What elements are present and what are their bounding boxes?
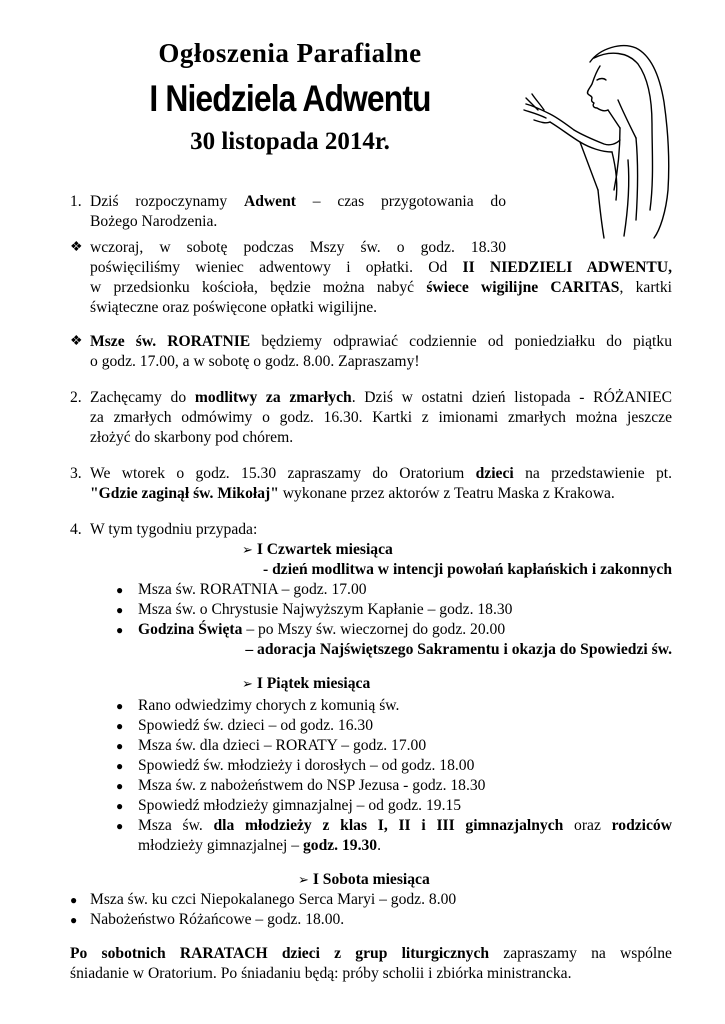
diamond-bullet-icon: ❖ — [70, 334, 83, 349]
friday-heading: ➢ I Piątek miesiąca — [242, 675, 371, 692]
list-item: ● Rano odwiedzimy chorych z komunią św. — [116, 697, 400, 714]
praying-figure-illustration — [520, 40, 680, 240]
thursday-heading: ➢ I Czwartek miesiąca — [242, 541, 393, 558]
list-item: ● Msza św. z nabożeństwem do NSP Jezusa - godz. 18.30 — [116, 777, 486, 794]
diamond-bullet-icon: ❖ — [70, 240, 83, 255]
footer-line-1: Po sobotnich RARATACH dzieci z grup liturgicznych zapraszamy na wspólne — [70, 945, 672, 962]
bullet-icon: ● — [116, 739, 124, 753]
bullet-icon: ● — [116, 799, 124, 813]
list-item: ● Msza św. RORATNIA – godz. 17.00 — [116, 581, 367, 598]
item-1-line-1: Dziś rozpoczynamy Adwent – czas przygotowania do — [90, 193, 506, 210]
item-1-line-2: Bożego Narodzenia. — [90, 213, 218, 230]
bullet-icon: ● — [116, 719, 124, 733]
holy-hour-adoration: – adoracja Najświętszego Sakramentu i okazja do Spowiedzi św. — [245, 641, 672, 658]
bullet-icon: ● — [116, 699, 124, 713]
bullet-icon: ● — [116, 759, 124, 773]
wreath-line-2: poświęciliśmy wieniec adwentowy i opłatki. Od II NIEDZIELI ADWENTU, — [90, 259, 672, 276]
arrow-bullet-icon: ➢ — [242, 542, 253, 557]
wreath-line-1: wczoraj, w sobotę podczas Mszy św. o godz. 18.30 — [90, 239, 506, 256]
rorate-line-2: o godz. 17.00, a w sobotę o godz. 8.00. Zapraszamy! — [90, 353, 420, 370]
bullet-icon: ● — [70, 893, 78, 907]
bullet-icon: ● — [70, 913, 78, 927]
item-3-number: 3. — [70, 465, 82, 482]
item-2-line-2: za zmarłych odmówimy o godz. 16.30. Kartki z imionami zmarłych można jeszcze — [90, 409, 672, 426]
list-item: ● Msza św. o Chrystusie Najwyższym Kapłanie – godz. 18.30 — [116, 601, 513, 618]
item-2-number: 2. — [70, 389, 82, 406]
list-item: ● Spowiedź św. dzieci – od godz. 16.30 — [116, 717, 374, 734]
bullet-icon: ● — [116, 603, 124, 617]
list-item: ● Spowiedź młodzieży gimnazjalnej – od godz. 19.15 — [116, 797, 462, 814]
bullet-icon: ● — [116, 583, 124, 597]
list-item: ● Msza św. ku czci Niepokalanego Serca Maryi – godz. 8.00 — [70, 891, 457, 908]
list-item: ● Spowiedź św. młodzieży i dorosłych – od godz. 18.00 — [116, 757, 475, 774]
bullet-icon: ● — [116, 779, 124, 793]
list-item: ● Godzina Święta – po Mszy św. wieczornej do godz. 20.00 — [116, 621, 506, 638]
arrow-bullet-icon: ➢ — [298, 872, 309, 887]
wreath-line-4: świąteczne oraz poświęcone opłatki wigilijne. — [90, 299, 378, 316]
bullet-icon: ● — [116, 819, 124, 833]
footer-line-2: śniadanie w Oratorium. Po śniadaniu będą: próby scholii i zbiórka ministrancka. — [70, 965, 572, 982]
title-announcements: Ogłoszenia Parafialne — [158, 38, 422, 68]
list-item: ● Msza św. dla dzieci – RORATY – godz. 17.00 — [116, 737, 427, 754]
item-4-number: 4. — [70, 521, 82, 538]
rorate-line-1: Msze św. RORATNIE będziemy odprawiać codziennie od poniedziałku do piątku — [90, 333, 672, 350]
arrow-bullet-icon: ➢ — [242, 676, 253, 691]
title-date: 30 listopada 2014r. — [190, 128, 390, 155]
item-1-number: 1. — [70, 193, 82, 210]
bullet-icon: ● — [116, 623, 124, 637]
list-item: ● Msza św. dla młodzieży z klas I, II i III gimnazjalnych oraz rodziców — [116, 817, 672, 834]
wreath-line-3: w przedsionku kościoła, będzie można nabyć świece wigilijne CARITAS, kartki — [90, 279, 672, 296]
item-4-intro: W tym tygodniu przypada: — [90, 521, 258, 538]
title-advent-sunday: I Niedziela Adwentu — [149, 78, 431, 119]
saturday-heading: ➢ I Sobota miesiąca — [298, 871, 430, 888]
item-2-line-3: złożyć do skarbony pod chórem. — [90, 429, 294, 446]
thursday-intention: - dzień modlitwa w intencji powołań kapłańskich i zakonnych — [263, 561, 672, 578]
item-2-line-1: Zachęcamy do modlitwy za zmarłych. Dziś w ostatni dzień listopada - RÓŻANIEC — [90, 389, 672, 406]
item-3-line-2: "Gdzie zaginął św. Mikołaj" wykonane przez aktorów z Teatru Maska z Krakowa. — [90, 485, 615, 502]
friday-last-continuation: młodzieży gimnazjalnej – godz. 19.30. — [138, 837, 381, 854]
item-3-line-1: We wtorek o godz. 15.30 zapraszamy do Oratorium dzieci na przedstawienie pt. — [90, 465, 673, 482]
list-item: ● Nabożeństwo Różańcowe – godz. 18.00. — [70, 911, 345, 928]
